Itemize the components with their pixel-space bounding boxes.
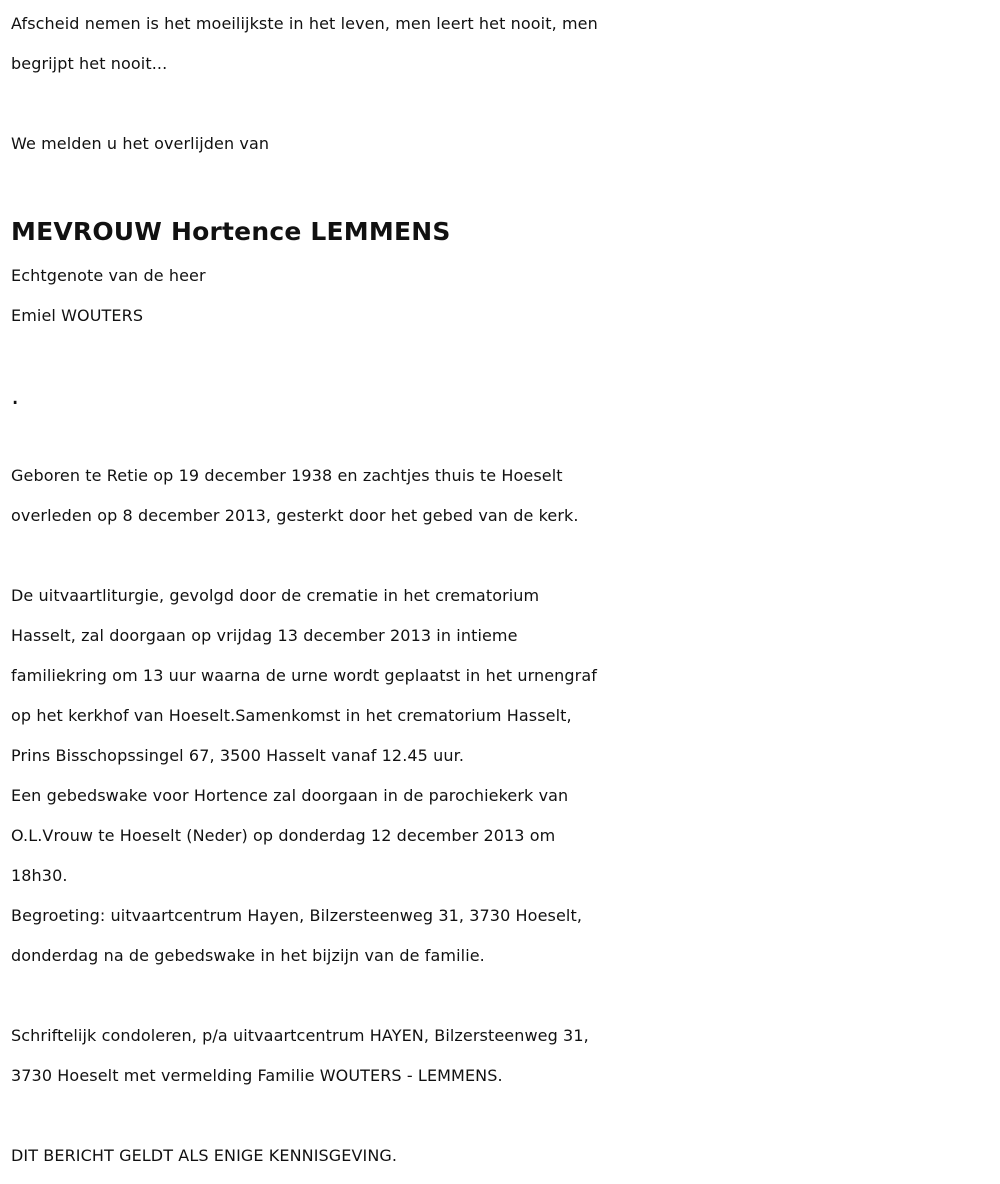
- paragraph-line: 3730 Hoeselt met vermelding Familie WOUTERS - LEMMENS.: [11, 1066, 503, 1085]
- paragraph-line: Prins Bisschopssingel 67, 3500 Hasselt vanaf 12.45 uur.: [11, 746, 465, 765]
- spacer: [11, 416, 991, 456]
- spacer: [11, 164, 991, 204]
- paragraph-line: Hasselt, zal doorgaan op vrijdag 13 december 2013 in intieme: [11, 626, 518, 645]
- paragraph-line: Schriftelijk condoleren, p/a uitvaartcentrum HAYEN, Bilzersteenweg 31,: [11, 1026, 589, 1045]
- paragraph-line: Begroeting: uitvaartcentrum Hayen, Bilzersteenweg 31, 3730 Hoeselt,: [11, 906, 583, 925]
- announcement: We melden u het overlijden van: [11, 134, 270, 153]
- paragraph-line: O.L.Vrouw te Hoeselt (Neder) op donderdag 12 december 2013 om: [11, 826, 556, 845]
- spouse-name: Emiel WOUTERS: [11, 306, 144, 325]
- spacer: [11, 976, 991, 1016]
- spacer: [11, 336, 991, 376]
- relation: Echtgenote van de heer: [11, 266, 206, 285]
- quote-line: Afscheid nemen is het moeilijkste in het leven, men leert het nooit, men: [11, 14, 598, 33]
- spacer: [11, 84, 991, 124]
- intro-quote: [11, 4, 991, 84]
- paragraph-line: overleden op 8 december 2013, gesterkt door het gebed van de kerk.: [11, 506, 579, 525]
- spacer: [11, 536, 991, 576]
- paragraph-line: donderdag na de gebedswake in het bijzijn van de familie.: [11, 946, 485, 965]
- paragraph-line: De uitvaartliturgie, gevolgd door de crematie in het crematorium: [11, 586, 540, 605]
- paragraph-line: familiekring om 13 uur waarna de urne wordt geplaatst in het urnengraf: [11, 666, 597, 685]
- spacer: [11, 1096, 991, 1136]
- obituary-document: [11, 4, 991, 1176]
- closing-notice: DIT BERICHT GELDT ALS ENIGE KENNISGEVING.: [11, 1146, 398, 1165]
- separator-dot: .: [11, 381, 20, 411]
- funeral-paragraph: [11, 576, 991, 976]
- deceased-name: MEVROUW Hortence LEMMENS: [11, 217, 451, 246]
- birth-death-paragraph: [11, 456, 991, 536]
- condolences-paragraph: [11, 1016, 991, 1096]
- paragraph-line: Geboren te Retie op 19 december 1938 en zachtjes thuis te Hoeselt: [11, 466, 563, 485]
- paragraph-line: op het kerkhof van Hoeselt.Samenkomst in het crematorium Hasselt,: [11, 706, 572, 725]
- paragraph-line: 18h30.: [11, 866, 68, 885]
- quote-line: begrijpt het nooit...: [11, 54, 168, 73]
- paragraph-line: Een gebedswake voor Hortence zal doorgaan in de parochiekerk van: [11, 786, 569, 805]
